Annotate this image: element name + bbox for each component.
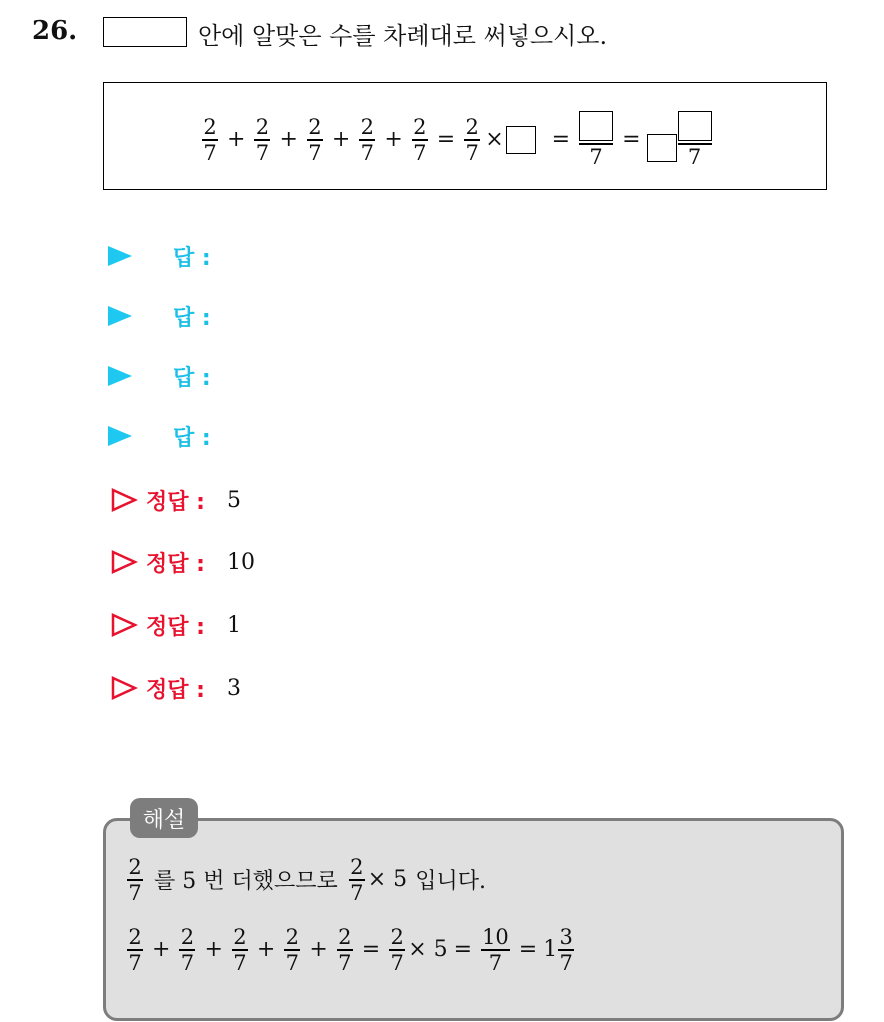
mixed-whole: 1 bbox=[543, 937, 558, 963]
plus-sign: + bbox=[331, 127, 351, 153]
answer-row: 답 : bbox=[108, 238, 211, 274]
fraction: $\frac{2}{7}$ bbox=[128, 925, 142, 975]
outline-triangle-icon bbox=[110, 549, 138, 575]
fraction: $\frac{2}{7}$ bbox=[180, 925, 195, 975]
solution-text: 입니다. bbox=[415, 869, 486, 895]
fraction: $\frac{2}{7}$ bbox=[413, 115, 427, 165]
blank-square-4 bbox=[678, 111, 712, 141]
question-instruction: 안에 알맞은 수를 차례대로 써넣으시오. bbox=[198, 22, 608, 50]
fraction-blank-numerator: 7 bbox=[678, 111, 712, 169]
answer-row: 답 : bbox=[108, 358, 211, 394]
plus-sign: + bbox=[227, 127, 246, 153]
play-triangle-icon bbox=[108, 426, 132, 446]
solution-times: × 5 bbox=[408, 937, 448, 963]
outline-triangle-icon bbox=[110, 612, 138, 638]
answer-blank-box bbox=[103, 17, 187, 47]
play-triangle-icon bbox=[108, 246, 132, 266]
fraction: $\frac{2}{7}$ bbox=[285, 925, 299, 975]
correct-answer-row: 정답 : 1 bbox=[110, 607, 241, 643]
correct-value: 10 bbox=[226, 549, 255, 575]
solution-line-1 bbox=[124, 855, 494, 905]
solution-text: 를 5 번 더했으므로 bbox=[154, 869, 338, 895]
equals-sign: = bbox=[551, 127, 571, 153]
fraction-three-sevenths: $\frac{3}{7}$ bbox=[559, 925, 573, 975]
answer-row: 답 : bbox=[108, 298, 211, 334]
solution-box bbox=[103, 818, 844, 1021]
solution-line-2: $\frac{2}{7}$ + $\frac{2}{7}$ + $\frac{2}{7}$ + $\frac{2}{7}$ + $\frac{2}{7}$ = $\frac{2}{7}$ × 5 = $\frac{10}{7}$ = 1 $\frac{3}{7}$ bbox=[128, 925, 573, 975]
outline-triangle-icon bbox=[110, 675, 138, 701]
fraction-ten-sevenths: $\frac{10}{7}$ bbox=[482, 925, 509, 975]
times-sign: × bbox=[485, 127, 504, 153]
solution-tab: 해설 bbox=[130, 798, 198, 838]
correct-value: 3 bbox=[226, 675, 241, 701]
blank-square-2 bbox=[579, 111, 613, 141]
correct-answer-row: 정답 : 10 bbox=[110, 544, 255, 580]
equation-box bbox=[103, 82, 827, 190]
fraction: $\frac{2}{7}$ bbox=[465, 115, 479, 165]
fraction: $\frac{2}{7}$ bbox=[338, 925, 352, 975]
solution-times: × 5 bbox=[367, 867, 408, 893]
equals-sign: = bbox=[622, 127, 641, 153]
fraction: $\frac{2}{7}$ bbox=[128, 855, 142, 905]
equals-sign: = bbox=[436, 127, 456, 153]
fraction: $\frac{2}{7}$ bbox=[350, 855, 364, 905]
blank-square-1 bbox=[506, 126, 536, 154]
fraction: $\frac{2}{7}$ bbox=[390, 925, 404, 975]
fraction: $\frac{2}{7}$ bbox=[255, 115, 270, 165]
blank-square-3 bbox=[647, 134, 677, 162]
answer-row: 답 : bbox=[108, 418, 211, 454]
correct-answer-row: 정답 : 3 bbox=[110, 670, 241, 706]
fraction-blank-numerator: 7 bbox=[579, 111, 613, 169]
fraction: $\frac{2}{7}$ bbox=[233, 925, 247, 975]
correct-value: 5 bbox=[226, 487, 241, 513]
correct-answer-row: 정답 : 5 bbox=[110, 482, 241, 518]
fraction: $\frac{2}{7}$ bbox=[360, 115, 374, 165]
question-number: 26. bbox=[32, 16, 78, 46]
correct-value: 1 bbox=[226, 612, 241, 638]
plus-sign: + bbox=[279, 127, 298, 153]
outline-triangle-icon bbox=[110, 487, 138, 513]
plus-sign: + bbox=[384, 127, 403, 153]
fraction: $\frac{2}{7}$ bbox=[203, 115, 217, 165]
play-triangle-icon bbox=[108, 366, 132, 386]
play-triangle-icon bbox=[108, 306, 132, 326]
fraction: $\frac{2}{7}$ bbox=[308, 115, 322, 165]
equation-row bbox=[199, 111, 715, 169]
